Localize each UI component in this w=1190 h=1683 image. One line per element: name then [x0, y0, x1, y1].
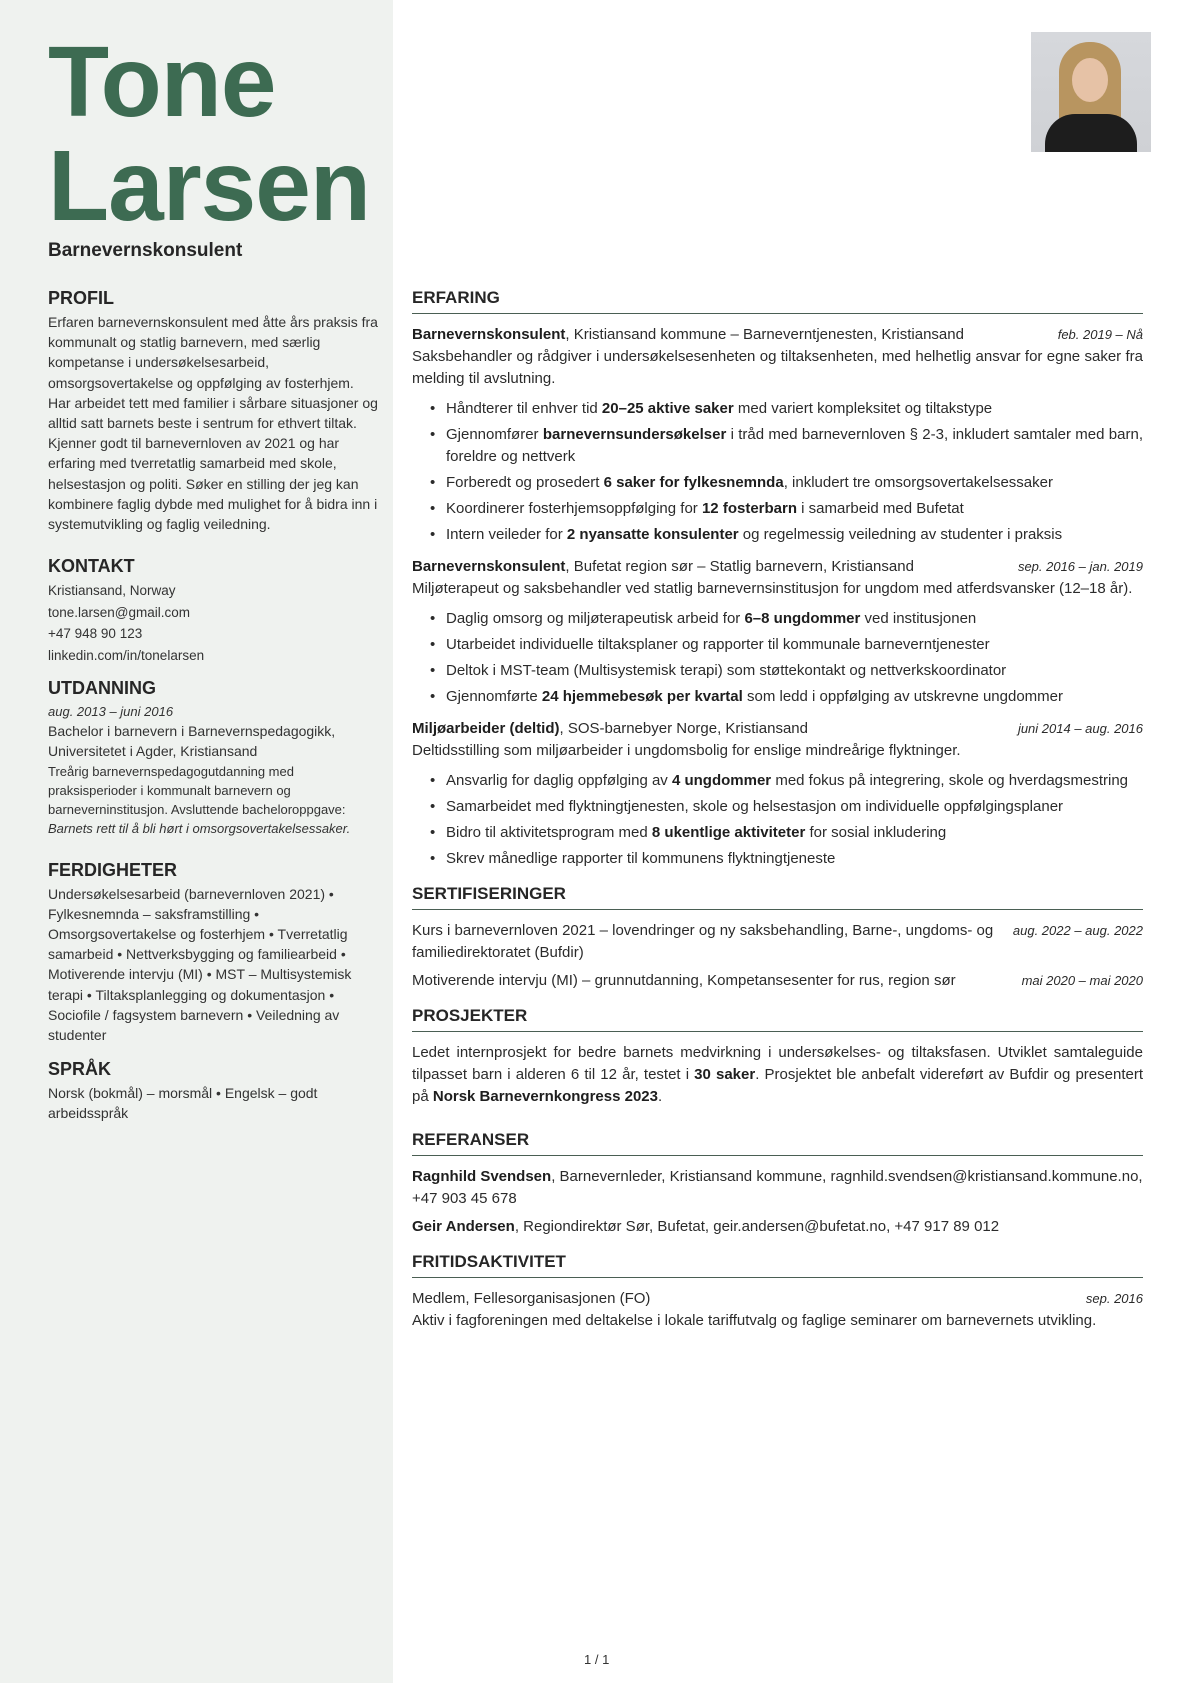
sprak-section	[48, 1059, 378, 1123]
activity-date: sep. 2016	[1085, 1291, 1143, 1306]
list-item: • Forberedt og prosedert 6 saker for fylkesnemnda, inkludert tre omsorgsovertakelsessaker	[430, 472, 1143, 494]
section-heading: FERDIGHETER	[48, 859, 178, 880]
list-item: • Intern veileder for 2 nyansatte konsulenter og regelmessig veiledning av studenter i praksis	[430, 524, 1143, 546]
job-title: Miljøarbeider (deltid)	[412, 720, 560, 737]
section-heading: PROFIL	[48, 288, 114, 308]
reference-item: Ragnhild Svendsen, Barnevernleder, Kristiansand kommune, ragnhild.svendsen@kristiansand.kommune.no, +47 903 45 678	[412, 1168, 1143, 1207]
first-name: Tone	[48, 26, 276, 138]
page-number: 1 / 1	[584, 1652, 610, 1667]
sidebar-content	[48, 288, 378, 1146]
certification-item: Kurs i barnevernloven 2021 – lovendringer og ny saksbehandling, Barne-, ungdoms- og familiedirektoratet (Bufdir) aug. 2022 – aug. 2022	[412, 922, 1143, 961]
job-entry	[412, 324, 1143, 546]
main-content	[412, 288, 1143, 1346]
profile-photo	[1031, 32, 1151, 152]
list-item: • Gjennomfører barnevernsundersøkelser i tråd med barnevernloven § 2-3, inkludert samtaler med barn, foreldre og nettverk	[430, 424, 1143, 468]
job-org: , SOS-barnebyer Norge, Kristiansand	[559, 720, 808, 737]
contact-linkedin[interactable]: linkedin.com/in/tonelarsen	[48, 647, 205, 663]
section-heading: UTDANNING	[48, 678, 156, 699]
contact-location: Kristiansand, Norway	[48, 583, 176, 599]
profil-section	[48, 288, 378, 534]
ferdigheter-section	[48, 860, 378, 1046]
activity-text: Aktiv i fagforeningen med deltakelse i lokale tariffutvalg og faglige seminarer om barnevernets utvikling.	[412, 1312, 1097, 1329]
certification-item: Motiverende intervju (MI) – grunnutdanning, Kompetansesenter for rus, region sør mai 2020 – mai 2020	[412, 972, 1143, 989]
section-heading: SERTIFISERINGER	[412, 884, 1143, 910]
list-item: • Samarbeidet med flyktningtjenesten, skole og helsestasjon om individuelle oppfølgingsplaner	[430, 796, 1143, 818]
job-title: Barnevernskonsulent	[48, 240, 243, 261]
list-item: • Koordinerer fosterhjemsoppfølging for 12 fosterbarn i samarbeid med Bufetat	[430, 498, 1143, 520]
reference-item: Geir Andersen, Regiondirektør Sør, Bufetat, geir.andersen@bufetat.no, +47 917 89 012	[412, 1218, 1000, 1235]
section-heading: ERFARING	[412, 288, 1143, 314]
section-heading: PROSJEKTER	[412, 1006, 1143, 1032]
education-date: aug. 2013 – juni 2016	[48, 704, 174, 720]
section-heading: FRITIDSAKTIVITET	[412, 1252, 1143, 1278]
list-item: • Deltok i MST-team (Multisystemisk terapi) som støttekontakt og nettverkskoordinator	[430, 660, 1143, 682]
job-summary: Saksbehandler og rådgiver i undersøkelsesenheten og tiltaksenheten, med helhetlig ansvar for egne saker fra melding til avslutning.	[412, 348, 1143, 387]
candidate-name	[48, 26, 370, 242]
referanser-section	[412, 1130, 1143, 1238]
last-name: Larsen	[48, 130, 370, 242]
kontakt-section	[48, 556, 378, 666]
erfaring-section	[412, 288, 1143, 870]
list-item: • Daglig omsorg og miljøterapeutisk arbeid for 6–8 ungdommer ved institusjonen	[430, 608, 1143, 630]
list-item: • Skrev månedlige rapporter til kommunens flyktningtjeneste	[430, 848, 1143, 870]
contact-phone[interactable]: +47 948 90 123	[48, 626, 143, 642]
job-title: Barnevernskonsulent	[412, 326, 566, 343]
profil-text: Erfaren barnevernskonsulent med åtte års praksis fra kommunalt og statlig barnevern, med særlig kompetanse i undersøkelsesarbeid, omsorgsovertakelse og oppfølging av fosterhjem. Har arbeidet tett med familier i sårbare situasjoner og alltid satt barnets beste i sentrum for ethvert tiltak. Kjenner godt til barnevernloven av 2021 og har erfaring med tverretatlig samarbeid med skole, helsestasjon og politi. Søker en stilling der jeg kan kombinere faglig dybde med mulighet for å bidra inn i systemutvikling og faglig veiledning.	[48, 314, 378, 533]
list-item: • Utarbeidet individuelle tiltaksplaner og rapporter til kommunale barneverntjenester	[430, 634, 1143, 656]
job-entry	[412, 556, 1143, 708]
skills-text: Undersøkelsesarbeid (barnevernloven 2021) • Fylkesnemnda – saksframstilling • Omsorgsovertakelse og fosterhjem • Tverretatlig samarbeid • Nettverksbygging og familiearbeid • Motiverende intervju (MI) • MST – Multisystemisk terapi • Tiltaksplanlegging og dokumentasjon • Sociofile / fagsystem barnevern • Veiledning av studenter	[48, 885, 352, 1044]
contact-email[interactable]: tone.larsen@gmail.com	[48, 604, 191, 620]
list-item: • Ansvarlig for daglig oppfølging av 4 ungdommer med fokus på integrering, skole og hverdagsmestring	[430, 770, 1143, 792]
job-bullets	[412, 608, 1143, 708]
job-bullets	[412, 398, 1143, 546]
job-date: feb. 2019 – Nå	[1057, 327, 1143, 342]
utdanning-section	[48, 678, 378, 837]
list-item: • Bidro til aktivitetsprogram med 8 ukentlige aktiviteter for sosial inkludering	[430, 822, 1143, 844]
job-bullets	[412, 770, 1143, 870]
thesis-title: Barnets rett til å bli hørt i omsorgsovertakelsessaker.	[48, 820, 351, 836]
job-date: juni 2014 – aug. 2016	[1017, 721, 1143, 736]
job-title: Barnevernskonsulent	[412, 558, 566, 575]
languages-text: Norsk (bokmål) – morsmål • Engelsk – godt arbeidsspråk	[48, 1085, 318, 1122]
job-org: , Kristiansand kommune – Barneverntjenesten, Kristiansand	[565, 326, 964, 343]
sertifiseringer-section	[412, 884, 1143, 992]
job-entry	[412, 718, 1143, 870]
education-description: Treårig barnevernspedagogutdanning med praksisperioder i kommunalt barnevern og barneverninstitusjon. Avsluttende bacheloroppgave: Barnets rett til å bli hørt i omsorgsovertakelsessaker.	[48, 763, 351, 836]
list-item: • Gjennomførte 24 hjemmebesøk per kvartal som ledd i oppfølging av utskrevne ungdommer	[430, 686, 1143, 708]
job-date: sep. 2016 – jan. 2019	[1017, 559, 1143, 574]
job-summary: Deltidsstilling som miljøarbeider i ungdomsbolig for enslige mindreårige flyktninger.	[412, 742, 961, 759]
list-item: • Håndterer til enhver tid 20–25 aktive saker med variert kompleksitet og tiltakstype	[430, 398, 1143, 420]
section-heading: KONTAKT	[48, 556, 135, 577]
fritid-section	[412, 1252, 1143, 1332]
section-heading: REFERANSER	[412, 1130, 1143, 1156]
section-heading: SPRÅK	[48, 1059, 112, 1080]
project-text: Ledet internprosjekt for bedre barnets medvirkning i undersøkelses- og tiltaksfasen. Utviklet samtaleguide tilpasset barn i alderen 6 til 12 år, testet i 30 saker. Prosjektet ble anbefalt videreført av Bufdir og presentert på Norsk Barnevernkongress 2023.	[412, 1044, 1143, 1105]
education-degree: Bachelor i barnevern i Barnevernspedagogikk, Universitetet i Agder, Kristiansand	[48, 723, 336, 760]
prosjekter-section	[412, 1006, 1143, 1108]
activity-title: Medlem, Fellesorganisasjonen (FO)	[412, 1290, 651, 1307]
job-org: , Bufetat region sør – Statlig barnevern, Kristiansand	[565, 558, 914, 575]
job-summary: Miljøterapeut og saksbehandler ved statlig barnevernsinstitusjon for ungdom med atferdsvansker (12–18 år).	[412, 580, 1133, 597]
